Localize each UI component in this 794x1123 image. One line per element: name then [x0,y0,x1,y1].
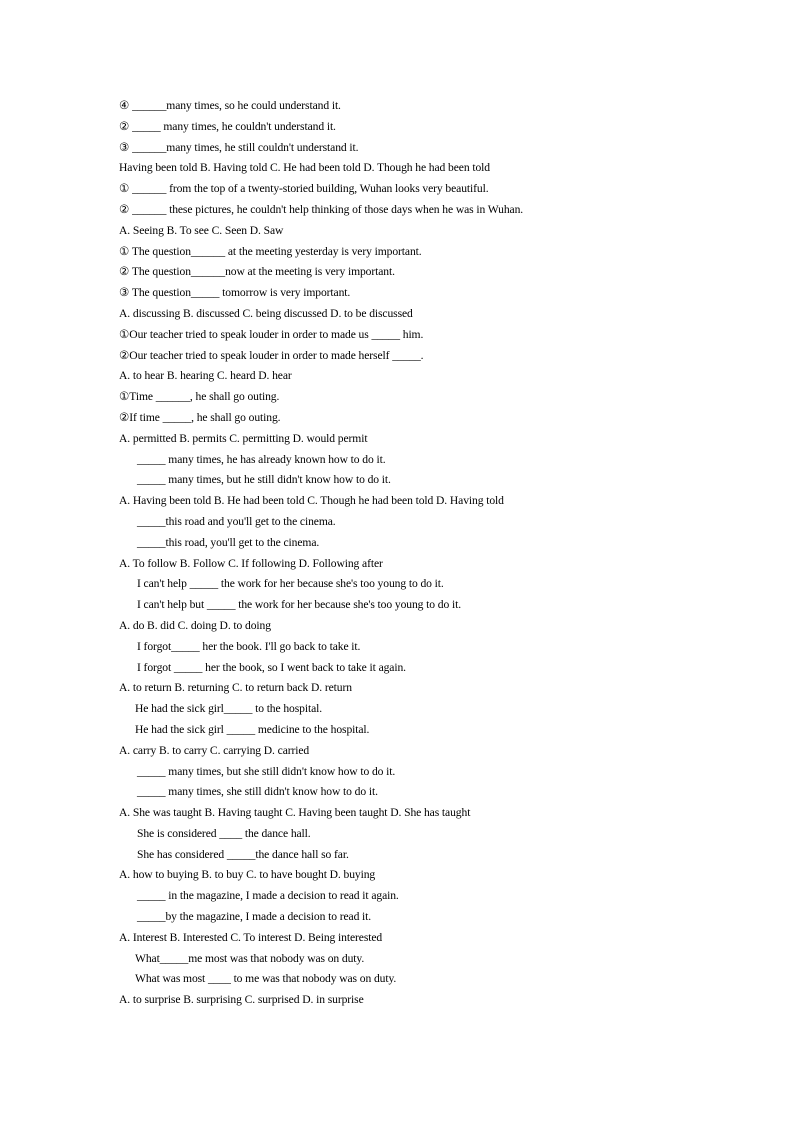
text-line: A. permitted B. permits C. permitting D. would permit [119,431,368,445]
text-line: What was most ____ to me was that nobody was on duty. [135,972,397,986]
text-line: _____ in the magazine, I made a decision to read it again. [137,889,399,903]
text-line: She is considered ____ the dance hall. [137,826,311,840]
text-line: A. to return B. returning C. to return back D. return [119,681,352,695]
text-line: _____ many times, she still didn't know how to do it. [137,785,378,799]
text-line: He had the sick girl_____ to the hospital. [135,702,323,716]
text-line: ③ The question_____ tomorrow is very important. [119,286,351,300]
text-line: ① The question______ at the meeting yesterday is very important. [119,244,422,258]
text-line: ②Our teacher tried to speak louder in order to made herself _____. [119,348,424,362]
text-line: ②If time _____, he shall go outing. [119,410,281,424]
text-line: A. to hear B. hearing C. heard D. hear [119,369,292,383]
exercise-text [119,96,739,1011]
text-line: A. how to buying B. to buy C. to have bought D. buying [119,868,376,882]
text-line: I forgot_____ her the book. I'll go back to take it. [137,639,361,653]
text-line: A. to surprise B. surprising C. surprised D. in surprise [119,993,364,1007]
text-line: A. To follow B. Follow C. If following D. Following after [119,556,383,570]
text-line: A. discussing B. discussed C. being discussed D. to be discussed [119,306,413,320]
text-line: ① ______ from the top of a twenty-storied building, Wuhan looks very beautiful. [119,182,489,196]
text-line: Having been told B. Having told C. He had been told D. Though he had been told [119,161,490,175]
text-line: _____ many times, but she still didn't know how to do it. [137,764,396,778]
text-line: What_____me most was that nobody was on duty. [135,951,365,965]
text-line: ①Our teacher tried to speak louder in order to made us _____ him. [119,327,424,341]
text-line: He had the sick girl _____ medicine to the hospital. [135,722,370,736]
text-line: A. Interest B. Interested C. To interest D. Being interested [119,930,383,944]
text-line: ③ ______many times, he still couldn't understand it. [119,140,359,154]
text-line: A. She was taught B. Having taught C. Having been taught D. She has taught [119,806,471,820]
text-line: ①Time ______, he shall go outing. [119,390,280,404]
text-line: _____this road and you'll get to the cinema. [137,514,336,528]
text-line: I forgot _____ her the book, so I went back to take it again. [137,660,406,674]
text-line: ④ ______many times, so he could understand it. [119,99,341,112]
text-line: ② The question______now at the meeting is very important. [119,265,395,279]
text-line: ② ______ these pictures, he couldn't help thinking of those days when he was in Wuhan. [119,202,524,216]
text-line: _____by the magazine, I made a decision to read it. [137,910,372,924]
text-line: A. Seeing B. To see C. Seen D. Saw [119,223,284,237]
text-line: She has considered _____the dance hall so far. [137,847,349,861]
text-line: _____ many times, he has already known how to do it. [137,452,386,466]
text-line: A. Having been told B. He had been told C. Though he had been told D. Having told [119,494,504,508]
text-line: _____ many times, but he still didn't know how to do it. [137,473,391,487]
text-line: A. do B. did C. doing D. to doing [119,618,271,632]
text-line: A. carry B. to carry C. carrying D. carried [119,743,310,757]
text-line: _____this road, you'll get to the cinema. [137,535,320,549]
text-line: ② _____ many times, he couldn't understand it. [119,119,336,133]
text-line: I can't help but _____ the work for her because she's too young to do it. [137,598,462,612]
text-line: I can't help _____ the work for her because she's too young to do it. [137,577,444,591]
